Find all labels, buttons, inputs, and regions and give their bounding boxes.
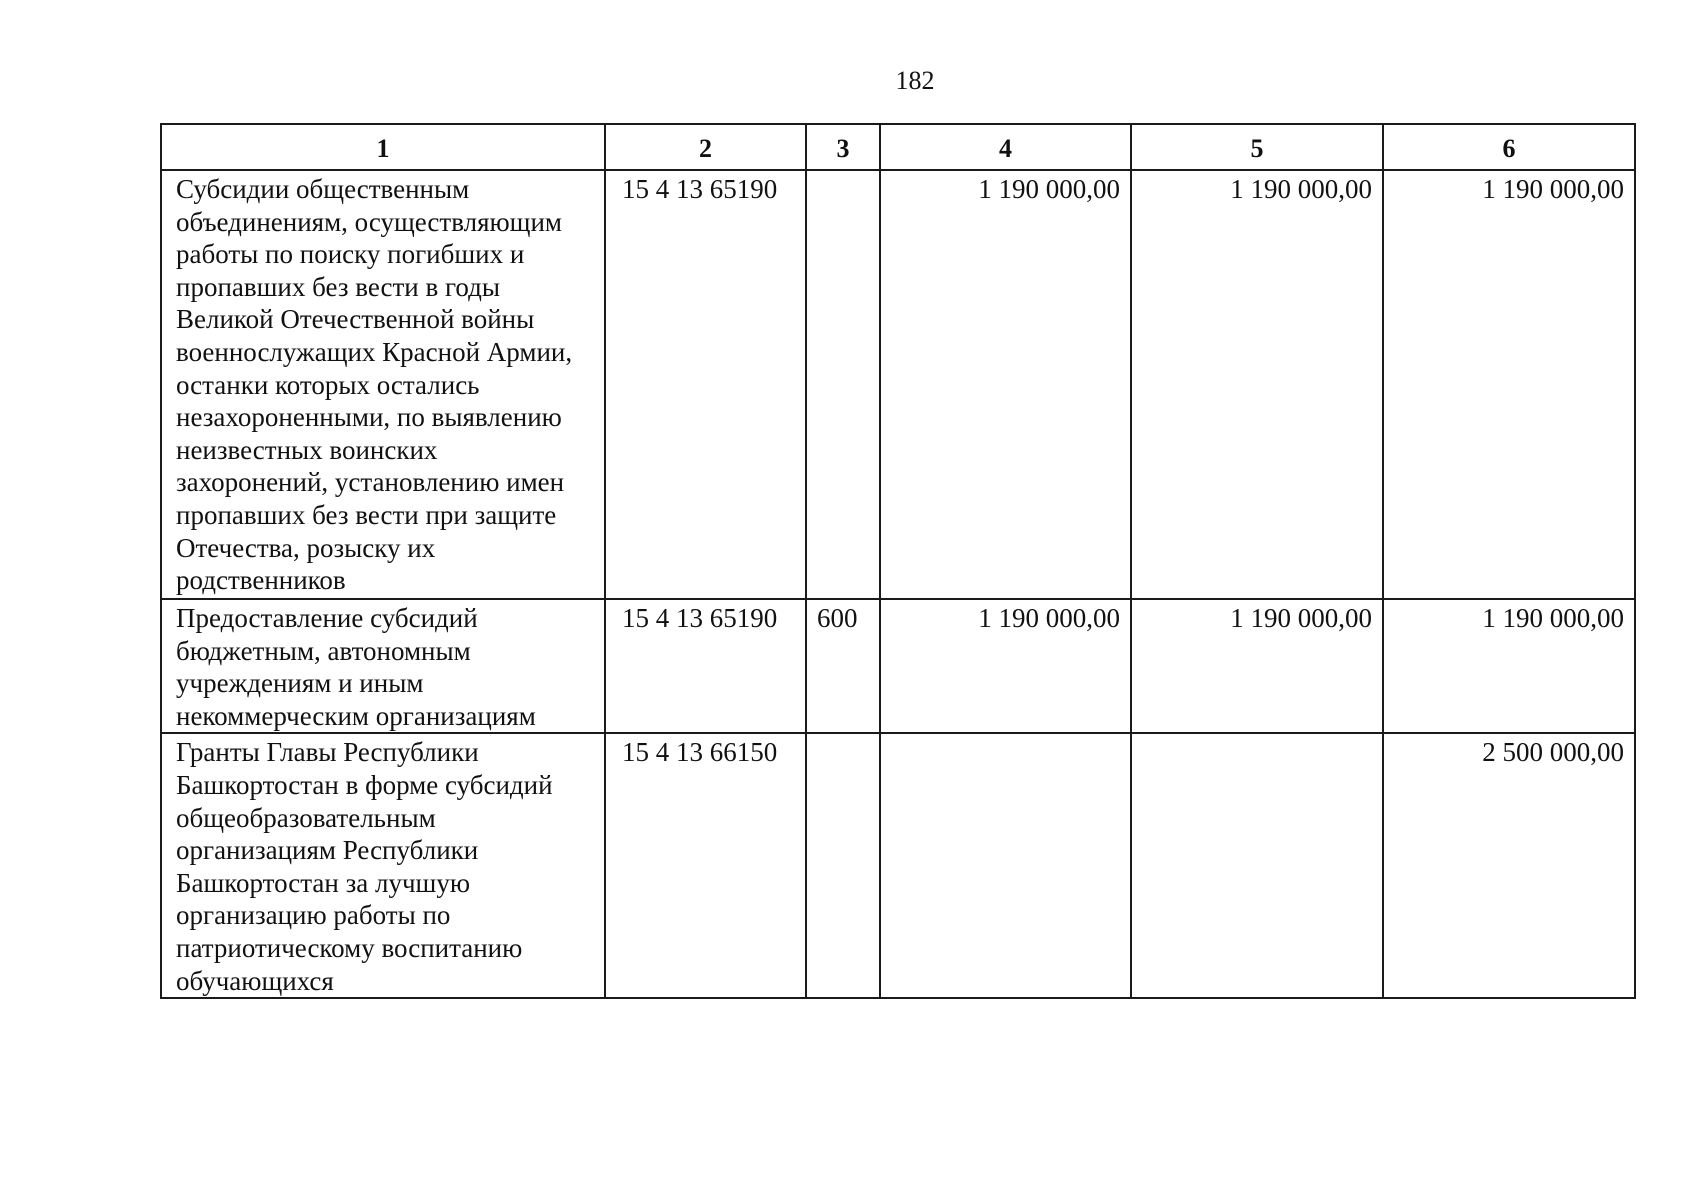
budget-table [160,123,1636,999]
row-amount-3-cell: 1 190 000,00 [1383,599,1635,733]
page-number: 182 [895,66,935,95]
row-group-cell [806,733,880,998]
table-header-row [161,124,1635,170]
row-amount-3-cell: 2 500 000,00 [1383,733,1635,998]
table-row [161,599,1635,733]
column-header-3: 3 [806,124,880,170]
row-code-cell: 15 4 13 65190 [605,599,806,733]
row-amount-2-cell [1131,733,1383,998]
column-header-5: 5 [1131,124,1383,170]
row-name-cell: Субсидии общественным объединениям, осуществляющим работы по поиску погибших и пропавших без вести в годы Великой Отечественной войны военнослужащих Красной Армии, останки которых остались незахороненными, по выявлению неизвестных воинских захоронений, установлению имен пропавших без вести при защите Отечества, розыску их родственников [161,170,605,599]
row-amount-2-cell: 1 190 000,00 [1131,599,1383,733]
row-name-cell: Гранты Главы Республики Башкортостан в форме субсидий общеобразовательным организациям Республики Башкортостан за лучшую организацию работы по патриотическому воспитанию обучающихся [161,733,605,998]
row-code-cell: 15 4 13 66150 [605,733,806,998]
row-amount-1-cell: 1 190 000,00 [880,599,1131,733]
table-row [161,170,1635,599]
row-name-cell: Предоставление субсидий бюджетным, автономным учреждениям и иным некоммерческим организациям [161,599,605,733]
column-header-1: 1 [161,124,605,170]
row-amount-2-cell: 1 190 000,00 [1131,170,1383,599]
row-group-cell [806,170,880,599]
row-group-cell: 600 [806,599,880,733]
column-header-4: 4 [880,124,1131,170]
column-header-6: 6 [1383,124,1635,170]
column-header-2: 2 [605,124,806,170]
row-code-cell: 15 4 13 65190 [605,170,806,599]
row-amount-3-cell: 1 190 000,00 [1383,170,1635,599]
row-amount-1-cell [880,733,1131,998]
row-amount-1-cell: 1 190 000,00 [880,170,1131,599]
table-row [161,733,1635,998]
